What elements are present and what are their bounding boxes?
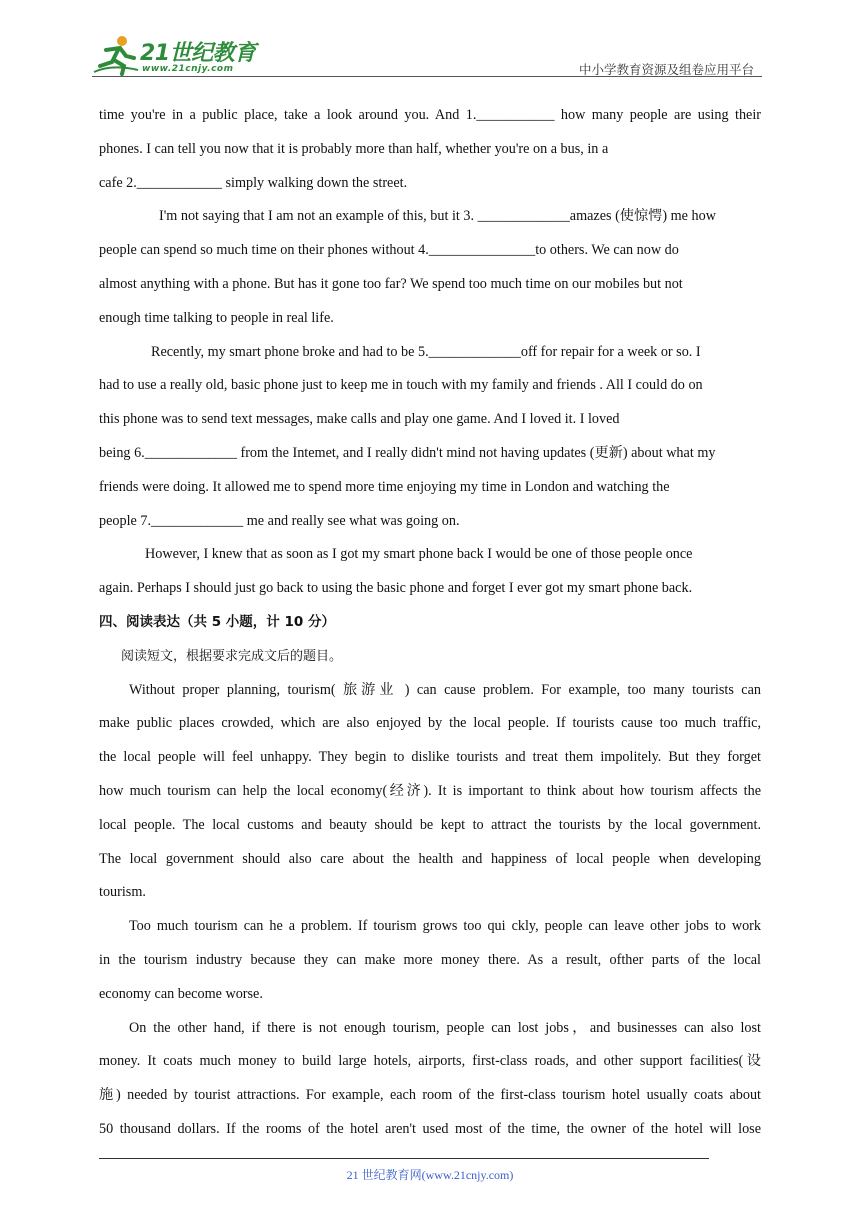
text-line: people can spend so much time on their phones without 4._______________to others. We can now do xyxy=(99,242,679,259)
text-line: people 7._____________ me and really see what was going on. xyxy=(99,512,460,529)
text-line: time you're in a public place, take a look around you. And 1.___________ how many people are using their xyxy=(99,107,761,123)
text-line: again. Perhaps I should just go back to using the basic phone and forget I ever got my smart phone back. xyxy=(99,580,693,597)
section-heading: 四、阅读表达（共 5 小题，计 10 分） xyxy=(99,613,335,630)
document-body xyxy=(99,99,761,1147)
text-line: the local people will feel unhappy. They begin to dislike tourists and treat them impolitely. But they forget xyxy=(99,749,761,766)
text-line: Recently, my smart phone broke and had to be 5._____________off for repair for a week or so. I xyxy=(151,343,701,360)
text-line: almost anything with a phone. But has it gone too far? We spend too much time on our mobiles but not xyxy=(99,275,683,292)
header-platform-title: 中小学教育资源及组卷应用平台 xyxy=(578,63,754,77)
text-line: money. It coats much money to build large hotels, airports, first-class roads, and other support facilities(设 xyxy=(99,1053,761,1070)
text-line: how much tourism can help the local economy(经济). It is important to think about how tourism affects the xyxy=(99,782,761,799)
text-line: 50 thousand dollars. If the rooms of the hotel aren't used most of the time, the owner of the hotel will lose xyxy=(99,1120,761,1137)
text-line: phones. I can tell you now that it is probably more than half, whether you're on a bus, in a xyxy=(99,140,609,157)
text-line: friends were doing. It allowed me to spend more time enjoying my time in London and watching the xyxy=(99,478,670,495)
page-footer: 21 世纪教育网(www.21cnjy.com) xyxy=(346,1168,514,1182)
text-line: tourism. xyxy=(99,884,146,901)
text-line: 施) needed by tourist attractions. For example, each room of the first-class tourism hotel usually coats about xyxy=(99,1087,761,1104)
footer-divider xyxy=(99,1158,709,1159)
instruction-text: 阅读短文，根据要求完成文后的题目。 xyxy=(121,648,343,664)
text-line: being 6._____________ from the Intemet, and I really didn't mind not having updates (更新) about what my xyxy=(99,444,716,461)
text-line: in the tourism industry because they can make more money there. As a result, ofther parts of the local xyxy=(99,951,761,968)
text-line: On the other hand, if there is not enough tourism, people can lost jobs，and businesses can also lost xyxy=(129,1019,761,1036)
page-header xyxy=(92,30,762,80)
logo-text: 21世纪教育 xyxy=(140,41,256,66)
logo-url: www.21cnjy.com xyxy=(142,64,234,74)
text-line: make public places crowded, which are also enjoyed by the local people. If tourists cause too much traffic, xyxy=(99,715,761,732)
logo xyxy=(92,34,262,76)
text-line: The local government should also care about the health and happiness of local people when developing xyxy=(99,850,761,867)
text-line: this phone was to send text messages, make calls and play one game. And I loved it. I loved xyxy=(99,411,620,428)
text-line: had to use a really old, basic phone just to keep me in touch with my family and friends . All I could do on xyxy=(99,377,703,394)
text-line: However, I knew that as soon as I got my smart phone back I would be one of those people once xyxy=(145,546,693,563)
header-divider xyxy=(92,76,762,77)
text-line: enough time talking to people in real life. xyxy=(99,309,334,326)
text-line: cafe 2.____________ simply walking down the street. xyxy=(99,174,408,191)
text-line: Without proper planning, tourism( 旅游业 ) can cause problem. For example, too many tourists can xyxy=(129,681,761,698)
text-line: economy can become worse. xyxy=(99,985,263,1002)
runner-logo-icon xyxy=(92,34,140,76)
text-line: local people. The local customs and beauty should be kept to attract the tourists by the local government. xyxy=(99,816,761,833)
text-line: I'm not saying that I am not an example of this, but it 3. _____________amazes (使惊愕) me how xyxy=(159,208,716,225)
text-line: Too much tourism can he a problem. If tourism grows too qui ckly, people can leave other jobs to work xyxy=(129,918,761,935)
